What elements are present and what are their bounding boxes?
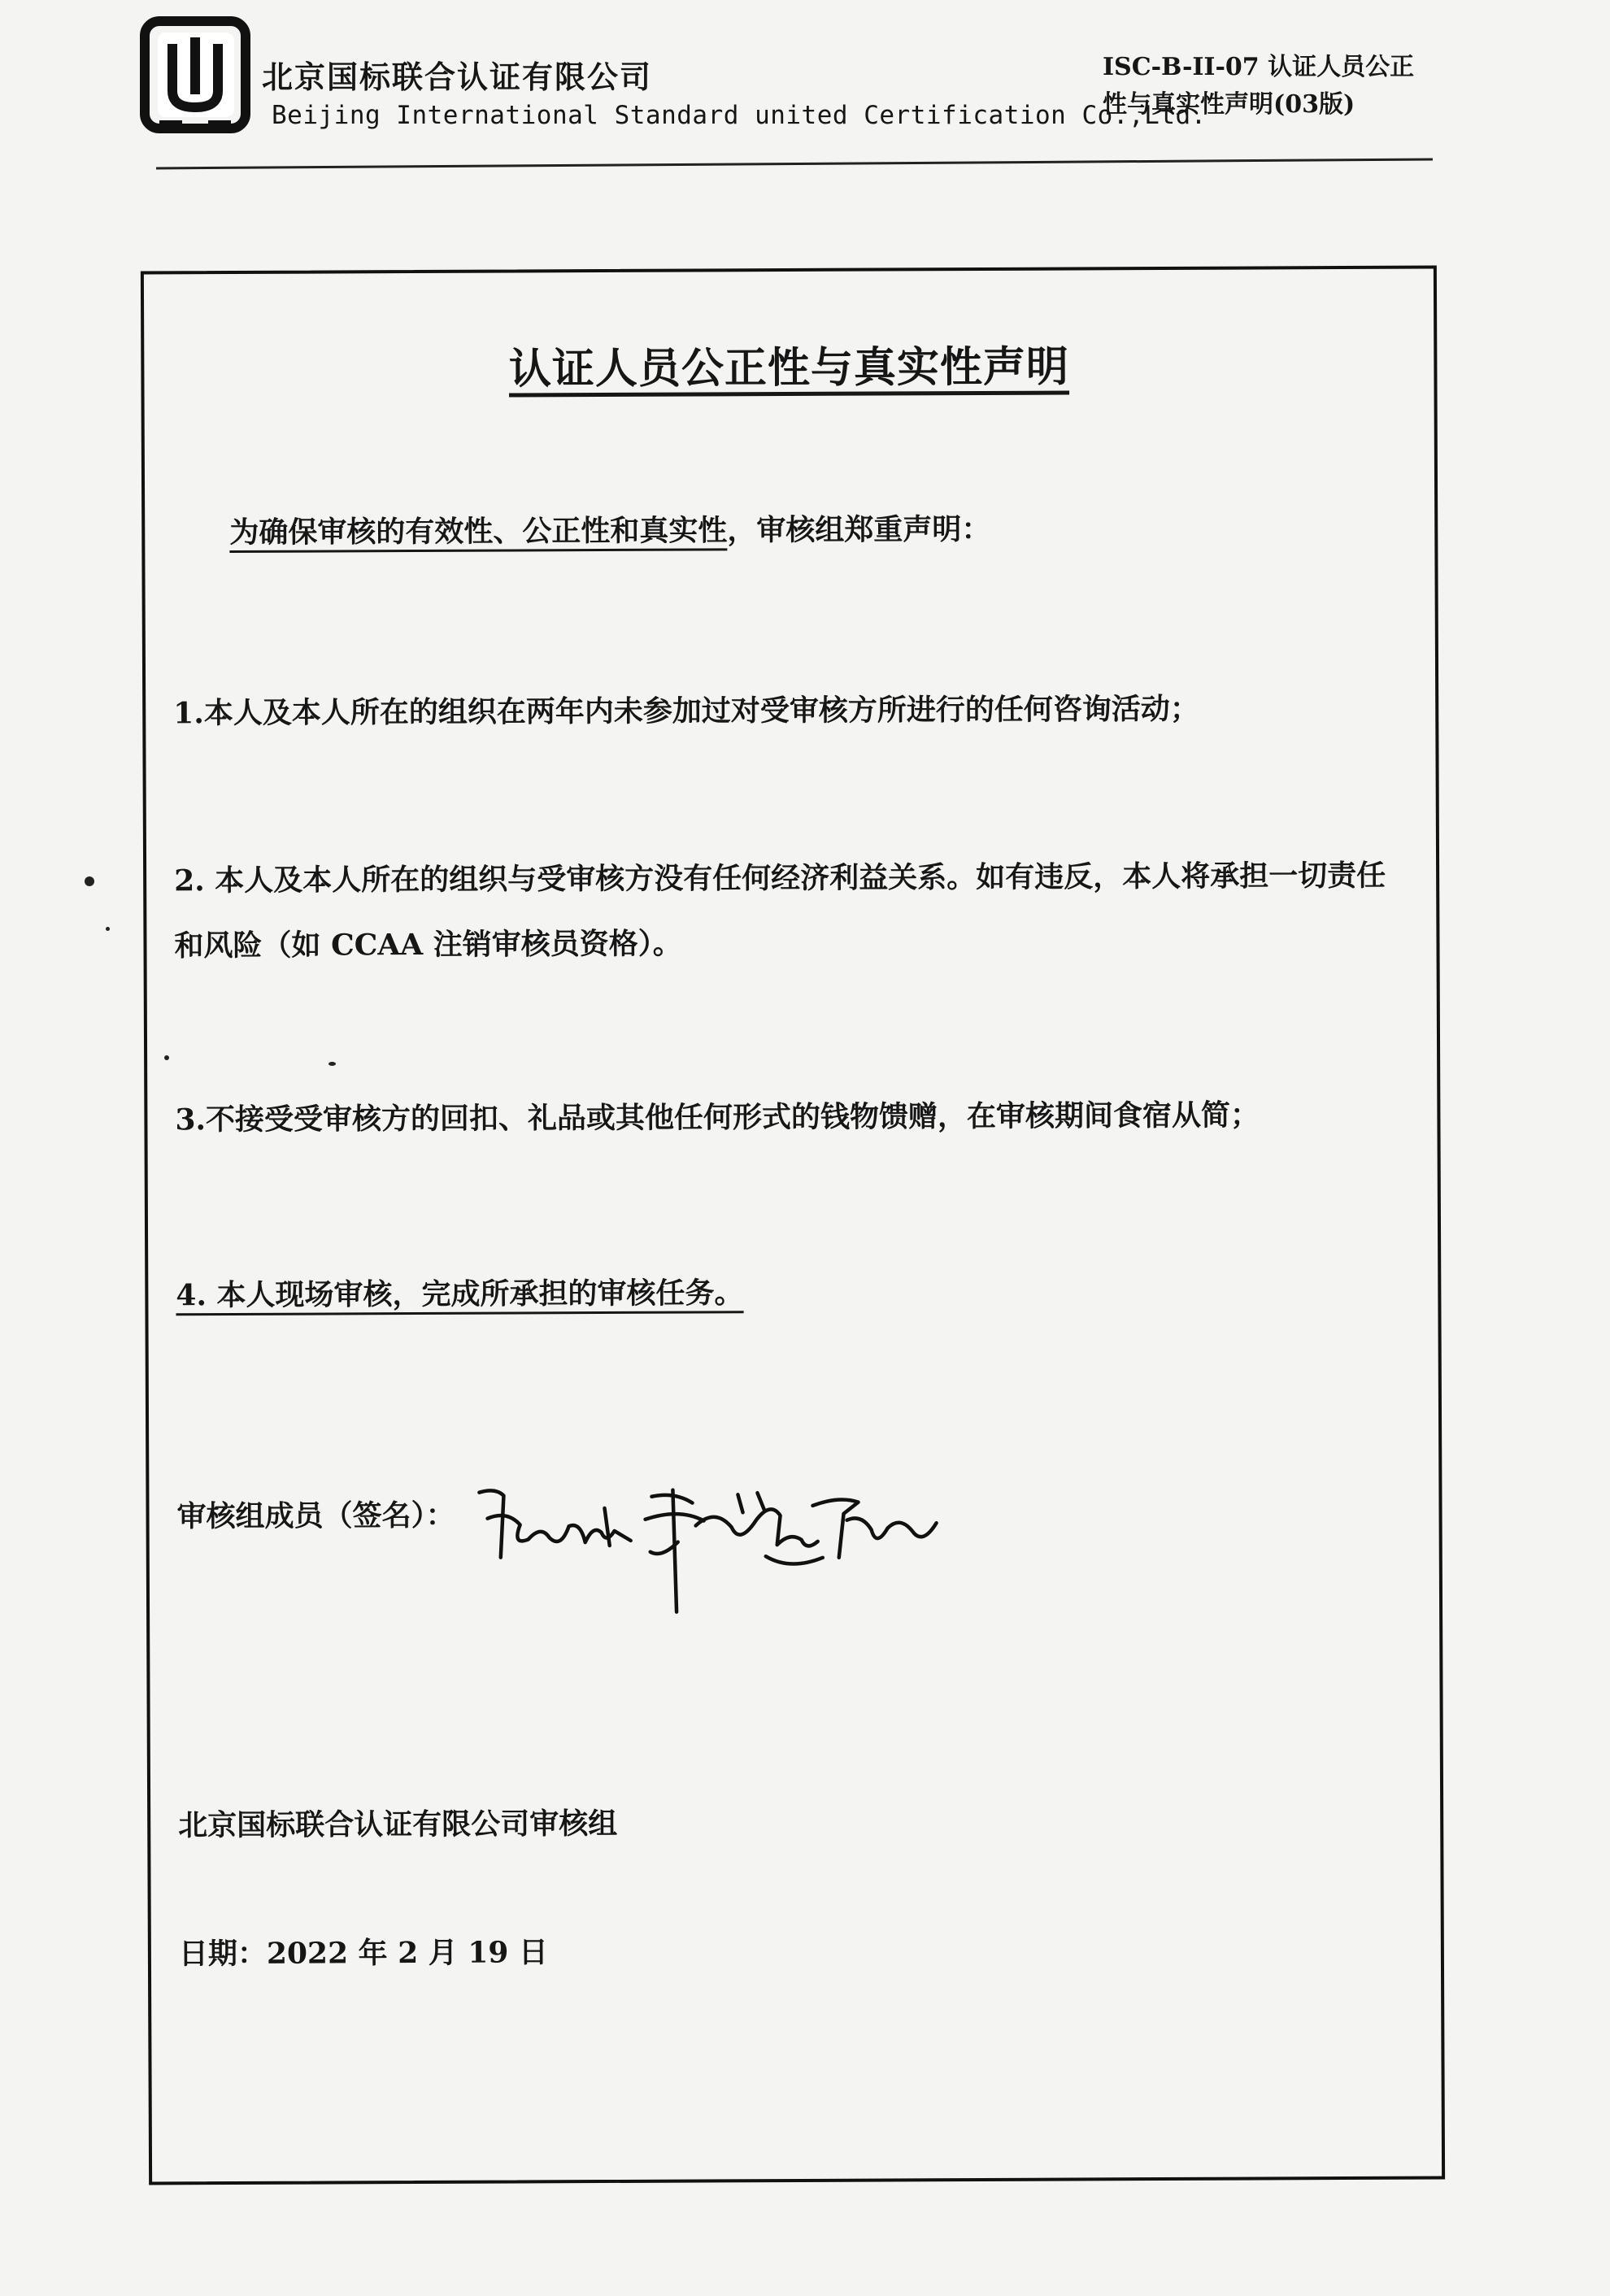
handwritten-signature [471,1466,959,1623]
signature-label: 审核组成员（签名）： [176,1498,455,1534]
company-name-chinese: 北京国标联合认证有限公司 [262,59,653,95]
scan-speck [329,1062,336,1066]
document-header [0,0,1610,187]
statement-date: 日期：2022 年 2 月 19 日 [178,1935,549,1972]
intro-rest-text: ，审核组郑重声明： [727,511,991,548]
item-4-underlined-text: 4. 本人现场审核，完成所承担的审核任务。 [176,1276,744,1313]
company-name-english: Beijing International Standard united Certification Co.,Ltd. [272,101,1207,130]
scan-speck [85,876,94,886]
statement-item-1: 1.本人及本人所在的组织在两年内未参加过对受审核方所进行的任何咨询活动； [173,691,1199,731]
document-code-line-2: 性与真实性声明(03版) [1103,90,1355,119]
scan-speck [106,927,110,931]
intro-underlined-text: 为确保审核的有效性、公正性和真实性 [229,513,728,550]
statement-item-2: 2. 本人及本人所在的组织与受审核方没有任何经济利益关系。如有违反，本人将承担一切责任和风险（如 CCAA 注销审核员资格）。 [174,858,1386,963]
organization-name: 北京国标联合认证有限公司审核组 [178,1806,618,1843]
scan-speck [164,1055,169,1060]
document-code-line-1: ISC-B-II-07 认证人员公正 [1103,53,1415,81]
statement-item-3: 3.不接受受审核方的回扣、礼品或其他任何形式的钱物馈赠，在审核期间食宿从简； [175,1098,1260,1137]
statement-frame [141,266,1445,2185]
statement-intro [229,495,1410,565]
header-divider [156,159,1433,170]
document-code [1103,49,1414,124]
statement-item-4 [176,1258,1413,1328]
company-logo [140,16,250,133]
statement-title: 认证人员公正性与真实性声明 [508,341,1070,394]
